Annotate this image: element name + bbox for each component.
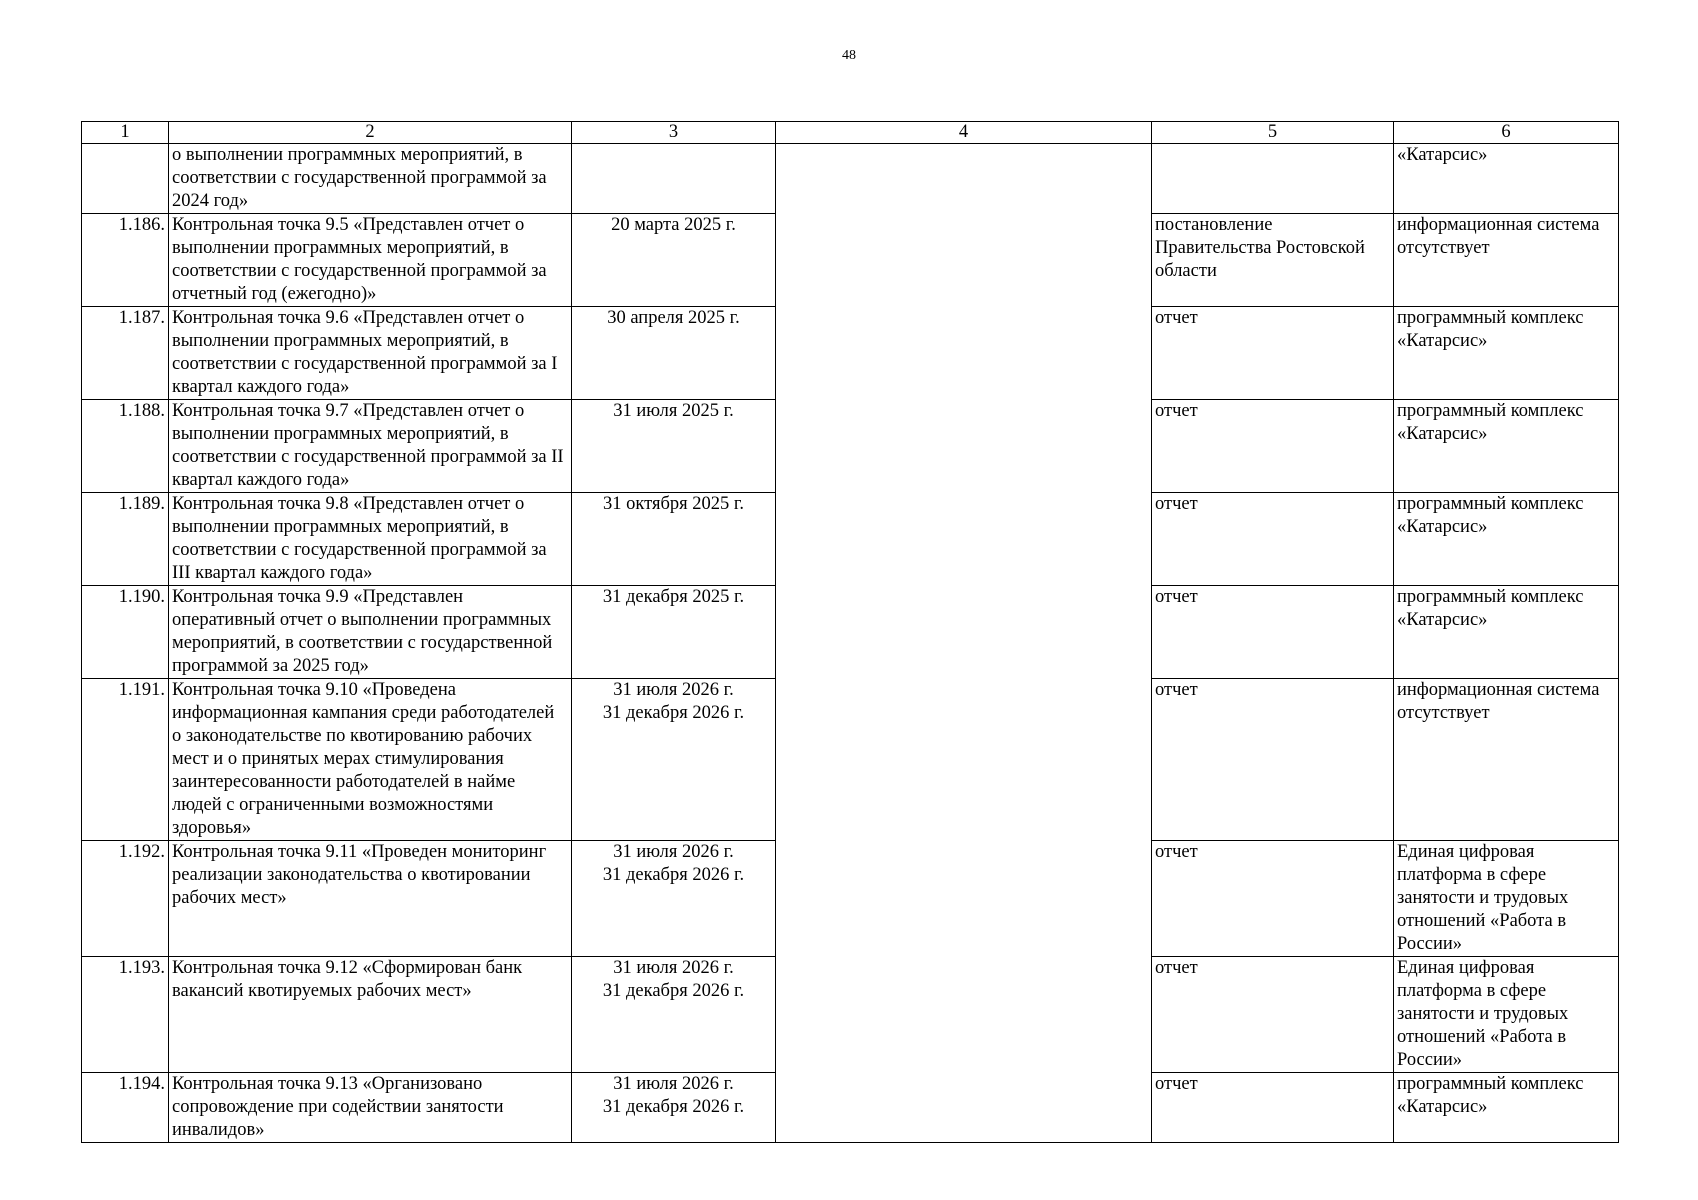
deadline-line: 31 декабря 2026 г. xyxy=(602,865,745,885)
document-type-cell: отчет xyxy=(1152,586,1394,679)
row-number-cell: 1.186. xyxy=(82,214,169,307)
control-point-text-cell: Контрольная точка 9.7 «Представлен отчет о выполнении программных мероприятий, в соответствии с государственной программой за II квартал каждого года» xyxy=(169,400,572,493)
page-number: 48 xyxy=(842,48,856,63)
row-number-cell: 1.194. xyxy=(82,1073,169,1143)
deadline-cell: 31 июля 2025 г. xyxy=(572,400,776,493)
table-body xyxy=(82,144,1619,1143)
control-point-text-cell: Контрольная точка 9.13 «Организовано сопровождение при содействии занятости инвалидов» xyxy=(169,1073,572,1143)
deadline-cell: 20 марта 2025 г. xyxy=(572,214,776,307)
deadline-cell xyxy=(572,841,776,957)
information-system-cell: программный комплекс «Катарсис» xyxy=(1394,586,1619,679)
column-header-3: 3 xyxy=(572,122,776,144)
deadline-cell: 30 апреля 2025 г. xyxy=(572,307,776,400)
deadline-line: 31 июля 2026 г. xyxy=(613,680,734,700)
document-type-cell: отчет xyxy=(1152,307,1394,400)
control-point-text-cell: Контрольная точка 9.12 «Сформирован банк вакансий квотируемых рабочих мест» xyxy=(169,957,572,1073)
deadline-cell: 31 октября 2025 г. xyxy=(572,493,776,586)
deadline-line: 31 июля 2026 г. xyxy=(613,958,734,978)
information-system-cell: программный комплекс «Катарсис» xyxy=(1394,307,1619,400)
control-point-text-cell: Контрольная точка 9.11 «Проведен мониторинг реализации законодательства о квотировании рабочих мест» xyxy=(169,841,572,957)
column-header-1: 1 xyxy=(82,122,169,144)
table-row xyxy=(82,144,1619,214)
deadline-line: 31 декабря 2026 г. xyxy=(602,703,745,723)
deadline-line: 31 декабря 2026 г. xyxy=(602,1097,745,1117)
deadline-cell xyxy=(572,1073,776,1143)
control-point-text-cell: Контрольная точка 9.8 «Представлен отчет о выполнении программных мероприятий, в соответствии с государственной программой за III квартал каждого года» xyxy=(169,493,572,586)
document-type-cell: отчет xyxy=(1152,1073,1394,1143)
row-number-cell: 1.188. xyxy=(82,400,169,493)
document-type-cell: постановление Правительства Ростовской области xyxy=(1152,214,1394,307)
document-type-cell xyxy=(1152,144,1394,214)
deadline-cell xyxy=(572,679,776,841)
column-header-4: 4 xyxy=(776,122,1152,144)
document-type-cell: отчет xyxy=(1152,841,1394,957)
row-number-cell xyxy=(82,144,169,214)
row-number-cell: 1.193. xyxy=(82,957,169,1073)
row-number-cell: 1.192. xyxy=(82,841,169,957)
row-number-cell: 1.191. xyxy=(82,679,169,841)
column-number-row xyxy=(82,122,1619,144)
column-header-5: 5 xyxy=(1152,122,1394,144)
information-system-cell: программный комплекс «Катарсис» xyxy=(1394,400,1619,493)
control-point-text-cell: Контрольная точка 9.9 «Представлен оперативный отчет о выполнении программных мероприятий, в соответствии с государственной программой за 2025 год» xyxy=(169,586,572,679)
deadline-cell xyxy=(572,144,776,214)
control-point-text-cell: Контрольная точка 9.10 «Проведена информационная кампания среди работодателей о законодательстве по квотированию рабочих мест и о принятых мерах стимулирования заинтересованности работодателей в найме людей с ограниченными возможностями здоровья» xyxy=(169,679,572,841)
deadline-line: 31 декабря 2026 г. xyxy=(602,981,745,1001)
deadline-line: 31 июля 2026 г. xyxy=(613,1074,734,1094)
control-point-text-cell: Контрольная точка 9.6 «Представлен отчет о выполнении программных мероприятий, в соответствии с государственной программой за I квартал каждого года» xyxy=(169,307,572,400)
document-type-cell: отчет xyxy=(1152,400,1394,493)
information-system-cell: информационная система отсутствует xyxy=(1394,679,1619,841)
deadline-line: 31 июля 2026 г. xyxy=(613,842,734,862)
column-header-2: 2 xyxy=(169,122,572,144)
control-points-table xyxy=(81,121,1619,1143)
control-point-text-cell: Контрольная точка 9.5 «Представлен отчет о выполнении программных мероприятий, в соответствии с государственной программой за отчетный год (ежегодно)» xyxy=(169,214,572,307)
row-number-cell: 1.189. xyxy=(82,493,169,586)
responsible-cell xyxy=(776,144,1152,1143)
row-number-cell: 1.190. xyxy=(82,586,169,679)
information-system-cell: Единая цифровая платформа в сфере занятости и трудовых отношений «Работа в России» xyxy=(1394,841,1619,957)
information-system-cell: информационная система отсутствует xyxy=(1394,214,1619,307)
row-number-cell: 1.187. xyxy=(82,307,169,400)
document-type-cell: отчет xyxy=(1152,957,1394,1073)
column-header-6: 6 xyxy=(1394,122,1619,144)
control-point-text-cell: о выполнении программных мероприятий, в соответствии с государственной программой за 2024 год» xyxy=(169,144,572,214)
information-system-cell: программный комплекс «Катарсис» xyxy=(1394,1073,1619,1143)
information-system-cell: «Катарсис» xyxy=(1394,144,1619,214)
information-system-cell: программный комплекс «Катарсис» xyxy=(1394,493,1619,586)
information-system-cell: Единая цифровая платформа в сфере занятости и трудовых отношений «Работа в России» xyxy=(1394,957,1619,1073)
deadline-cell: 31 декабря 2025 г. xyxy=(572,586,776,679)
deadline-cell xyxy=(572,957,776,1073)
document-type-cell: отчет xyxy=(1152,493,1394,586)
document-type-cell: отчет xyxy=(1152,679,1394,841)
